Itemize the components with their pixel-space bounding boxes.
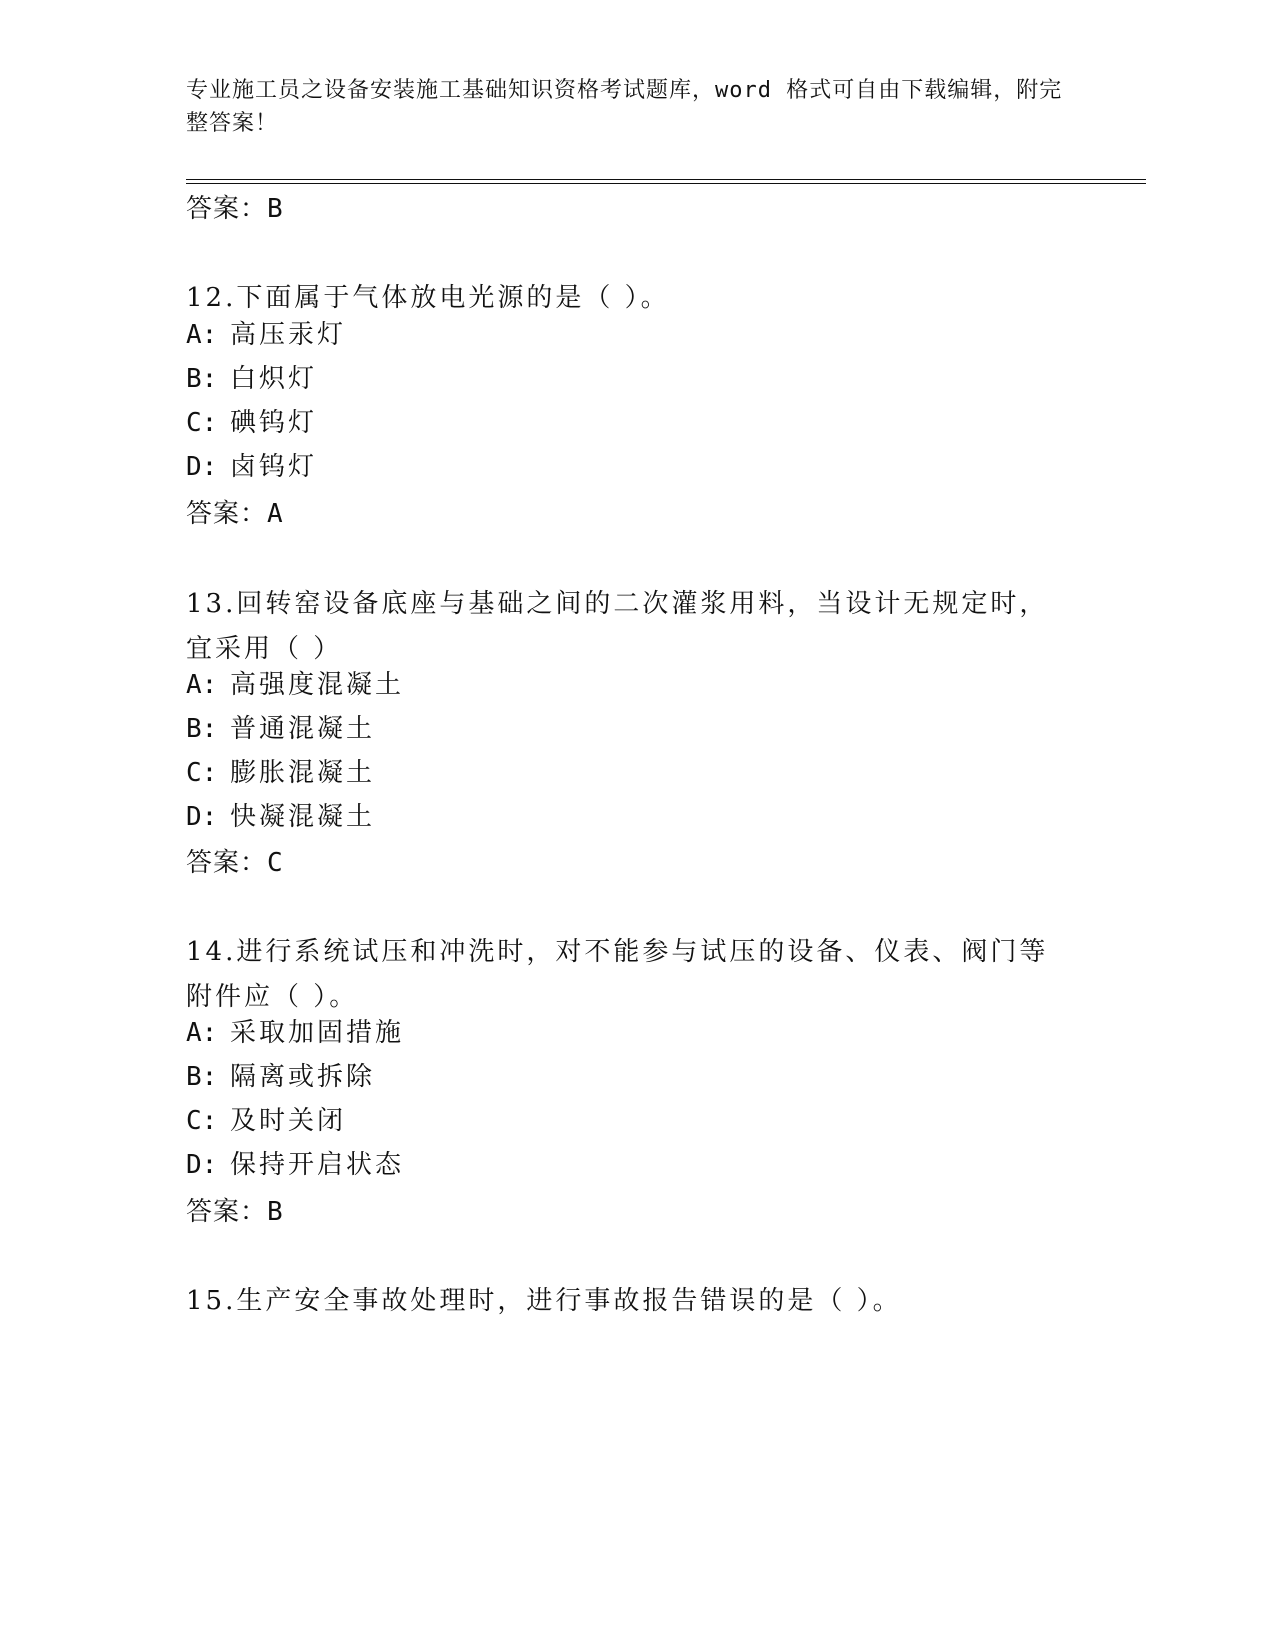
answer-value: C bbox=[267, 848, 284, 878]
answer-value: A bbox=[267, 499, 284, 529]
answer-label: 答案： bbox=[186, 499, 268, 529]
question-14-option-c bbox=[186, 1104, 346, 1138]
previous-answer bbox=[186, 192, 284, 226]
question-14-answer bbox=[186, 1195, 284, 1229]
option-letter: C: bbox=[186, 1106, 218, 1136]
question-14-text: 14.进行系统试压和冲洗时，对不能参与试压的设备、仪表、阀门等附件应（ ）。 bbox=[186, 937, 1049, 1012]
question-12-option-c bbox=[186, 406, 317, 440]
question-15-text: 15.生产安全事故处理时，进行事故报告错误的是（ ）。 bbox=[186, 1286, 902, 1316]
answer-value: B bbox=[267, 1197, 284, 1227]
option-text: 白炽灯 bbox=[230, 364, 318, 394]
question-12-answer bbox=[186, 497, 284, 531]
option-text: 卤钨灯 bbox=[230, 452, 318, 482]
option-text: 及时关闭 bbox=[230, 1106, 347, 1136]
option-text: 高压汞灯 bbox=[230, 320, 347, 350]
question-13-option-a bbox=[186, 668, 404, 702]
option-letter: A: bbox=[186, 670, 218, 700]
question-14-option-b bbox=[186, 1060, 375, 1094]
option-letter: D: bbox=[186, 1150, 218, 1180]
document-header: 专业施工员之设备安装施工基础知识资格考试题库，word 格式可自由下载编辑，附完整答案！ bbox=[186, 78, 1063, 136]
option-letter: B: bbox=[186, 1062, 218, 1092]
answer-label: 答案： bbox=[186, 1197, 268, 1227]
option-letter: B: bbox=[186, 364, 218, 394]
question-14-option-a bbox=[186, 1016, 404, 1050]
option-letter: D: bbox=[186, 802, 218, 832]
option-letter: A: bbox=[186, 320, 218, 350]
question-13-answer bbox=[186, 846, 284, 880]
option-text: 采取加固措施 bbox=[230, 1018, 405, 1048]
question-12-option-b bbox=[186, 362, 317, 396]
option-text: 普通混凝土 bbox=[230, 714, 376, 744]
question-12-option-a bbox=[186, 318, 346, 352]
question-13-text: 13.回转窑设备底座与基础之间的二次灌浆用料，当设计无规定时，宜采用（ ） bbox=[186, 589, 1049, 664]
option-text: 碘钨灯 bbox=[230, 408, 318, 438]
question-13-option-c bbox=[186, 756, 375, 790]
question-13-option-d bbox=[186, 800, 375, 834]
option-letter: A: bbox=[186, 1018, 218, 1048]
option-letter: C: bbox=[186, 408, 218, 438]
question-13-option-b bbox=[186, 712, 375, 746]
option-letter: D: bbox=[186, 452, 218, 482]
option-text: 快凝混凝土 bbox=[230, 802, 376, 832]
option-text: 高强度混凝土 bbox=[230, 670, 405, 700]
option-text: 膨胀混凝土 bbox=[230, 758, 376, 788]
answer-label: 答案： bbox=[186, 848, 268, 878]
question-12-option-d bbox=[186, 450, 317, 484]
header-divider-bottom bbox=[186, 183, 1146, 184]
answer-label: 答案： bbox=[186, 194, 268, 224]
answer-value: B bbox=[267, 194, 284, 224]
option-text: 隔离或拆除 bbox=[230, 1062, 376, 1092]
option-letter: C: bbox=[186, 758, 218, 788]
header-divider-top bbox=[186, 179, 1146, 180]
question-12-text: 12.下面属于气体放电光源的是（ ）。 bbox=[186, 283, 670, 313]
option-letter: B: bbox=[186, 714, 218, 744]
option-text: 保持开启状态 bbox=[230, 1150, 405, 1180]
question-14-option-d bbox=[186, 1148, 404, 1182]
